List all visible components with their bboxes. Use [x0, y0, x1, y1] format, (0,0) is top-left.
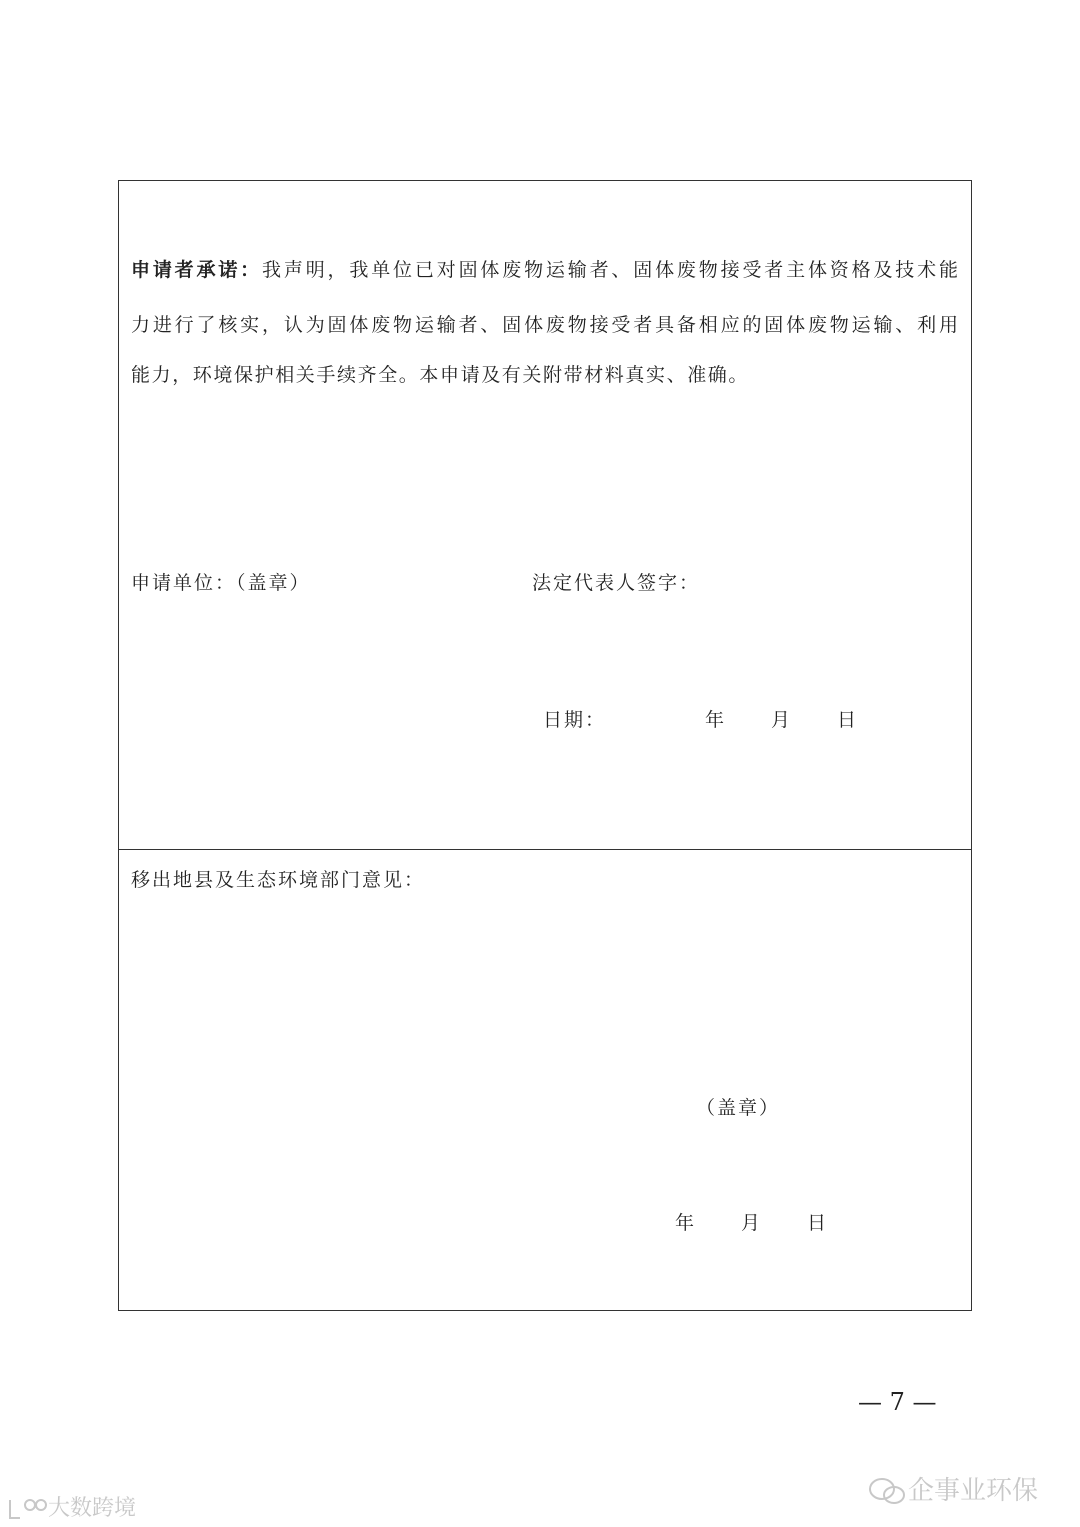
watermark-left	[6, 1491, 136, 1522]
commitment-line-2: 力进行了核实，认为固体废物运输者、固体废物接受者具备相应的固体废物运输、利用	[131, 314, 958, 336]
commitment-line-1	[131, 258, 958, 282]
opinion-seal: （盖章）	[696, 1097, 781, 1119]
watermark-right-text: 企事业环保	[908, 1476, 1039, 1506]
applicant-unit-label: 申请单位：（盖章）	[131, 572, 311, 594]
table-divider	[118, 849, 972, 850]
opinion-day: 日	[807, 1212, 827, 1234]
commitment-text-1: 我声明，我单位已对固体废物运输者、固体废物接受者主体资格及技术能	[262, 259, 958, 281]
opinion-label: 移出地县及生态环境部门意见：	[131, 869, 426, 891]
date-label: 日期：	[543, 709, 607, 731]
wechat-icon	[868, 1476, 908, 1508]
date-month: 月	[771, 709, 791, 731]
date-day: 日	[837, 709, 857, 731]
brand-logo-icon	[6, 1496, 48, 1522]
commitment-label: 申请者承诺：	[131, 259, 263, 281]
watermark-left-text: 大数跨境	[48, 1496, 137, 1521]
commitment-line-3: 能力，环境保护相关手续齐全。本申请及有关附带材料真实、准确。	[131, 364, 750, 386]
legal-rep-signature-label: 法定代表人签字：	[532, 572, 701, 594]
opinion-month: 月	[741, 1212, 761, 1234]
watermark-right	[868, 1470, 1038, 1508]
page-number: — 7 —	[858, 1388, 937, 1416]
opinion-year: 年	[675, 1212, 695, 1234]
form-table	[118, 180, 972, 1311]
date-year: 年	[705, 709, 725, 731]
